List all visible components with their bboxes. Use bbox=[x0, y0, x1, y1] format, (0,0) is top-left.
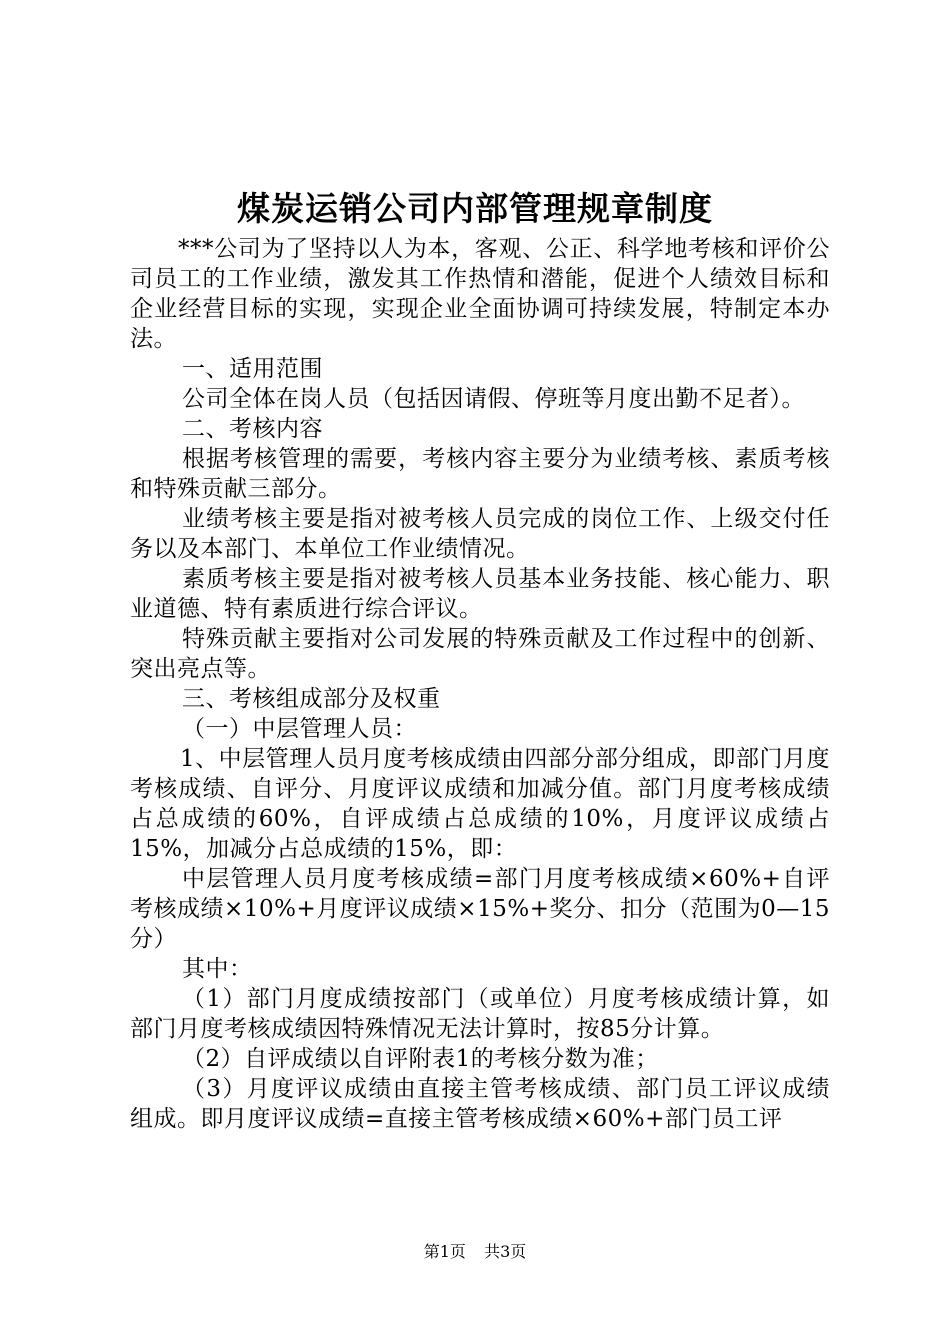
page-total: 共3页 bbox=[484, 1242, 527, 1261]
quality-paragraph: 素质考核主要是指对被考核人员基本业务技能、核心能力、职业道德、特有素质进行综合评议。 bbox=[130, 566, 830, 622]
item-3-paragraph: （3）月度评议成绩由直接主管考核成绩、部门员工评议成绩组成。即月度评议成绩=直接主管考核成绩×60%+部门员工评 bbox=[130, 1076, 830, 1132]
formula-paragraph: 中层管理人员月度考核成绩=部门月度考核成绩×60%+自评考核成绩×10%+月度评议成绩×15%+奖分、扣分（范围为0—15分） bbox=[130, 866, 830, 952]
among-them-label: 其中： bbox=[182, 956, 253, 982]
section-heading-content: 二、考核内容 bbox=[182, 416, 323, 442]
page-number: 第1页 bbox=[423, 1242, 466, 1261]
weights-paragraph: 1、中层管理人员月度考核成绩由四部分部分组成，即部门月度考核成绩、自评分、月度评议成绩和加减分值。部门月度考核成绩占总成绩的60%，自评成绩占总成绩的10%，月度评议成绩占15%，加减分占总成绩的15%，即： bbox=[130, 746, 830, 862]
page-footer bbox=[0, 1241, 950, 1263]
performance-paragraph: 业绩考核主要是指对被考核人员完成的岗位工作、上级交付任务以及本部门、本单位工作业绩情况。 bbox=[130, 506, 830, 562]
document-title: 煤炭运销公司内部管理规章制度 bbox=[237, 189, 713, 228]
contribution-paragraph: 特殊贡献主要指对公司发展的特殊贡献及工作过程中的创新、突出亮点等。 bbox=[130, 626, 830, 682]
scope-paragraph: 公司全体在岗人员（包括因请假、停班等月度出勤不足者）。 bbox=[182, 386, 805, 412]
section-heading-scope: 一、适用范围 bbox=[182, 356, 323, 382]
item-2-paragraph: （2）自评成绩以自评附表1的考核分数为准； bbox=[182, 1046, 659, 1072]
content-paragraph: 根据考核管理的需要，考核内容主要分为业绩考核、素质考核和特殊贡献三部分。 bbox=[130, 446, 830, 502]
document-body bbox=[130, 234, 830, 1134]
section-heading-weights: 三、考核组成部分及权重 bbox=[182, 686, 441, 712]
subsection-heading-middle-managers: （一）中层管理人员： bbox=[182, 716, 417, 742]
intro-paragraph: ***公司为了坚持以人为本，客观、公正、科学地考核和评价公司员工的工作业绩，激发其工作热情和潜能，促进个人绩效目标和企业经营目标的实现，实现企业全面协调可持续发展，特制定本办法。 bbox=[130, 236, 830, 352]
item-1-paragraph: （1）部门月度成绩按部门（或单位）月度考核成绩计算，如部门月度考核成绩因特殊情况无法计算时，按85分计算。 bbox=[130, 986, 830, 1042]
